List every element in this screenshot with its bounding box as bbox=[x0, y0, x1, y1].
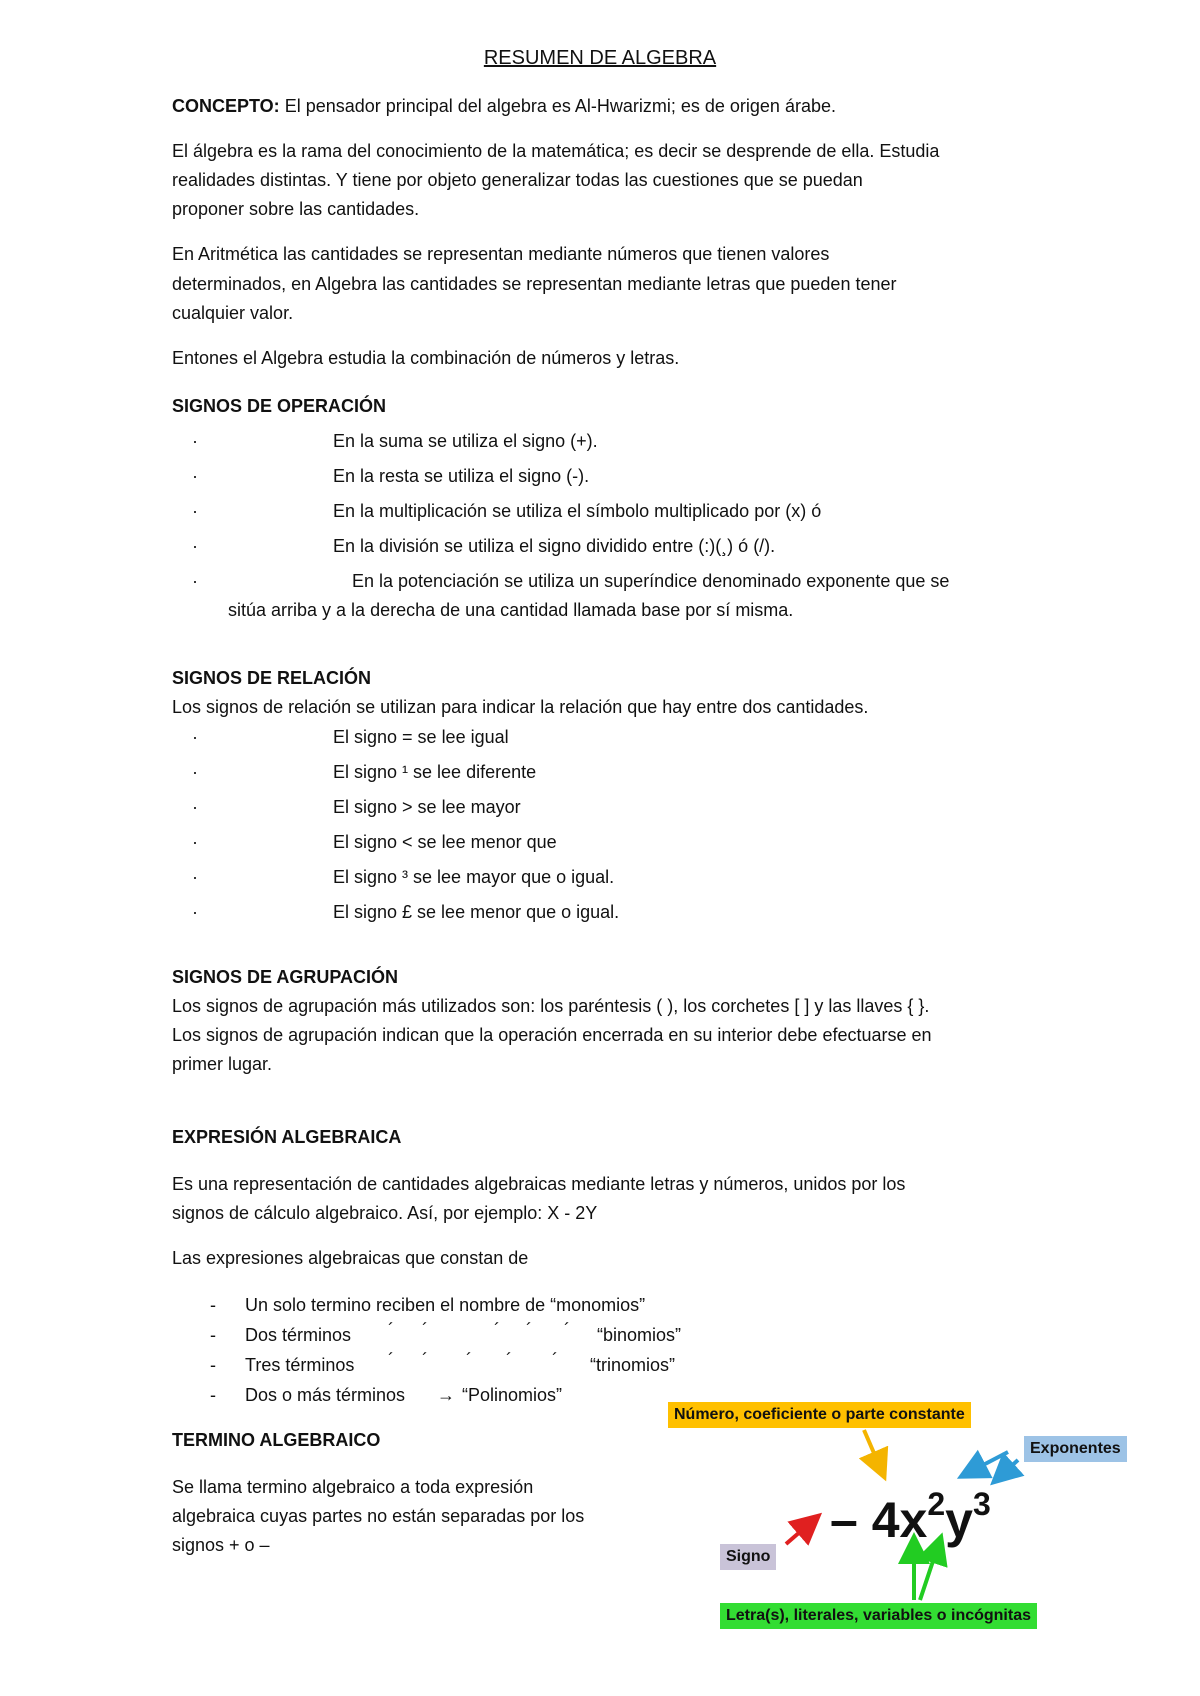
bullet: · bbox=[192, 466, 198, 486]
letras-arrow-2 bbox=[920, 1540, 940, 1600]
list-item: Dos términos bbox=[245, 1325, 352, 1345]
heading-signos-agrupacion: SIGNOS DE AGRUPACIÓN bbox=[172, 967, 399, 987]
coef-arrow bbox=[864, 1430, 883, 1474]
agrupacion-line-2: Los signos de agrupación indican que la operación encerrada en su interior debe efectuarse en bbox=[172, 1025, 932, 1045]
ditto-mark: ´ bbox=[466, 1350, 472, 1370]
paragraph-2-line-2: determinados, en Algebra las cantidades se representan mediante letras que pueden tener bbox=[172, 274, 897, 294]
bullet: · bbox=[192, 832, 198, 852]
relacion-intro: Los signos de relación se utilizan para indicar la relación que hay entre dos cantidades. bbox=[172, 697, 869, 717]
bullet: · bbox=[192, 867, 198, 887]
page-title: RESUMEN DE ALGEBRA bbox=[483, 47, 717, 69]
ditto-mark: ´ bbox=[422, 1320, 428, 1340]
expresion-line-1: Es una representación de cantidades algebraicas mediante letras y números, unidos por los bbox=[172, 1174, 906, 1194]
bullet: · bbox=[192, 902, 198, 922]
expresion-line-2: signos de cálculo algebraico. Así, por ejemplo: X - 2Y bbox=[172, 1203, 598, 1223]
bullet: · bbox=[192, 536, 198, 556]
concepto-label: CONCEPTO: bbox=[172, 96, 280, 116]
bullet: · bbox=[192, 501, 198, 521]
dash-marker: - bbox=[210, 1385, 216, 1405]
heading-signos-relacion: SIGNOS DE RELACIÓN bbox=[172, 668, 372, 688]
ditto-mark: ´ bbox=[388, 1350, 394, 1370]
term-exponent-1: 2 bbox=[927, 1486, 946, 1522]
bullet: · bbox=[192, 431, 198, 451]
dash-marker: - bbox=[210, 1325, 216, 1345]
list-item: Un solo termino reciben el nombre de “monomios” bbox=[245, 1295, 646, 1315]
expresion-line-3: Las expresiones algebraicas que constan de bbox=[172, 1248, 529, 1268]
label-exponentes: Exponentes bbox=[1024, 1436, 1127, 1462]
list-item: El signo £ se lee menor que o igual. bbox=[333, 902, 620, 922]
agrupacion-line-3: primer lugar. bbox=[172, 1054, 273, 1074]
ditto-mark: ´ bbox=[564, 1320, 570, 1340]
arrow-right-icon: → bbox=[437, 1385, 455, 1405]
term-sign: – bbox=[830, 1492, 858, 1548]
label-letras: Letra(s), literales, variables o incógnitas bbox=[720, 1603, 1037, 1629]
bullet: · bbox=[192, 727, 198, 747]
exponent-arrow-2 bbox=[996, 1460, 1018, 1480]
list-item: Dos o más términos bbox=[245, 1385, 406, 1405]
termino-algebraico-diagram bbox=[668, 1402, 1158, 1642]
bullet: · bbox=[192, 762, 198, 782]
bullet: · bbox=[192, 797, 198, 817]
list-item: En la división se utiliza el signo dividido entre (:)(¸) ó (/). bbox=[333, 536, 776, 556]
algebraic-term bbox=[830, 1476, 991, 1548]
concepto-line bbox=[172, 92, 836, 121]
list-item: Tres términos bbox=[245, 1355, 355, 1375]
dash-marker: - bbox=[210, 1355, 216, 1375]
term-exponent-2: 3 bbox=[972, 1486, 991, 1522]
ditto-mark: ´ bbox=[422, 1350, 428, 1370]
exponent-arrow-1 bbox=[964, 1452, 1008, 1475]
term-coefficient: 4x bbox=[871, 1492, 928, 1548]
ditto-mark: ´ bbox=[506, 1350, 512, 1370]
list-item: El signo ³ se lee mayor que o igual. bbox=[333, 867, 615, 887]
signo-arrow bbox=[786, 1518, 816, 1544]
dash-marker: - bbox=[210, 1295, 216, 1315]
list-item-term: “binomios” bbox=[597, 1325, 682, 1345]
paragraph-1-line-3: proponer sobre las cantidades. bbox=[172, 199, 420, 219]
termino-line-2: algebraica cuyas partes no están separadas por los bbox=[172, 1506, 585, 1526]
list-item: El signo = se lee igual bbox=[333, 727, 509, 747]
ditto-mark: ´ bbox=[526, 1320, 532, 1340]
list-item: El signo < se lee menor que bbox=[333, 832, 557, 852]
paragraph-2-line-1: En Aritmética las cantidades se representan mediante números que tienen valores bbox=[172, 244, 830, 264]
list-item: En la resta se utiliza el signo (-). bbox=[333, 466, 590, 486]
list-item-continuation: sitúa arriba y a la derecha de una cantidad llamada base por sí misma. bbox=[228, 600, 794, 620]
list-item: En la suma se utiliza el signo (+). bbox=[333, 431, 598, 451]
concepto-text: El pensador principal del algebra es Al-Hwarizmi; es de origen árabe. bbox=[279, 96, 836, 116]
termino-line-1: Se llama termino algebraico a toda expresión bbox=[172, 1477, 534, 1497]
list-item: El signo ¹ se lee diferente bbox=[333, 762, 537, 782]
paragraph-3: Entones el Algebra estudia la combinación de números y letras. bbox=[172, 348, 680, 368]
ditto-mark: ´ bbox=[552, 1350, 558, 1370]
list-item: En la multiplicación se utiliza el símbolo multiplicado por (x) ó bbox=[333, 501, 822, 521]
heading-signos-operacion: SIGNOS DE OPERACIÓN bbox=[172, 396, 387, 416]
term-variable: y bbox=[945, 1492, 973, 1548]
list-item-term: “Polinomios” bbox=[462, 1385, 563, 1405]
list-item: El signo > se lee mayor bbox=[333, 797, 521, 817]
label-coeficiente: Número, coeficiente o parte constante bbox=[668, 1402, 971, 1428]
bullet: · bbox=[192, 571, 198, 591]
paragraph-2-line-3: cualquier valor. bbox=[172, 303, 294, 323]
termino-line-3: signos + o – bbox=[172, 1535, 270, 1555]
heading-expresion-algebraica: EXPRESIÓN ALGEBRAICA bbox=[172, 1127, 402, 1147]
paragraph-1-line-1: El álgebra es la rama del conocimiento de la matemática; es decir se desprende de ella. Estudia bbox=[172, 141, 940, 161]
label-signo: Signo bbox=[720, 1544, 776, 1570]
ditto-mark: ´ bbox=[388, 1320, 394, 1340]
list-item: En la potenciación se utiliza un superíndice denominado exponente que se bbox=[352, 571, 950, 591]
ditto-mark: ´ bbox=[494, 1320, 500, 1340]
list-item-term: “trinomios” bbox=[590, 1355, 676, 1375]
heading-termino-algebraico: TERMINO ALGEBRAICO bbox=[172, 1430, 381, 1450]
paragraph-1-line-2: realidades distintas. Y tiene por objeto generalizar todas las cuestiones que se puedan bbox=[172, 170, 863, 190]
agrupacion-line-1: Los signos de agrupación más utilizados son: los paréntesis ( ), los corchetes [ ] y las llaves { }. bbox=[172, 996, 930, 1016]
